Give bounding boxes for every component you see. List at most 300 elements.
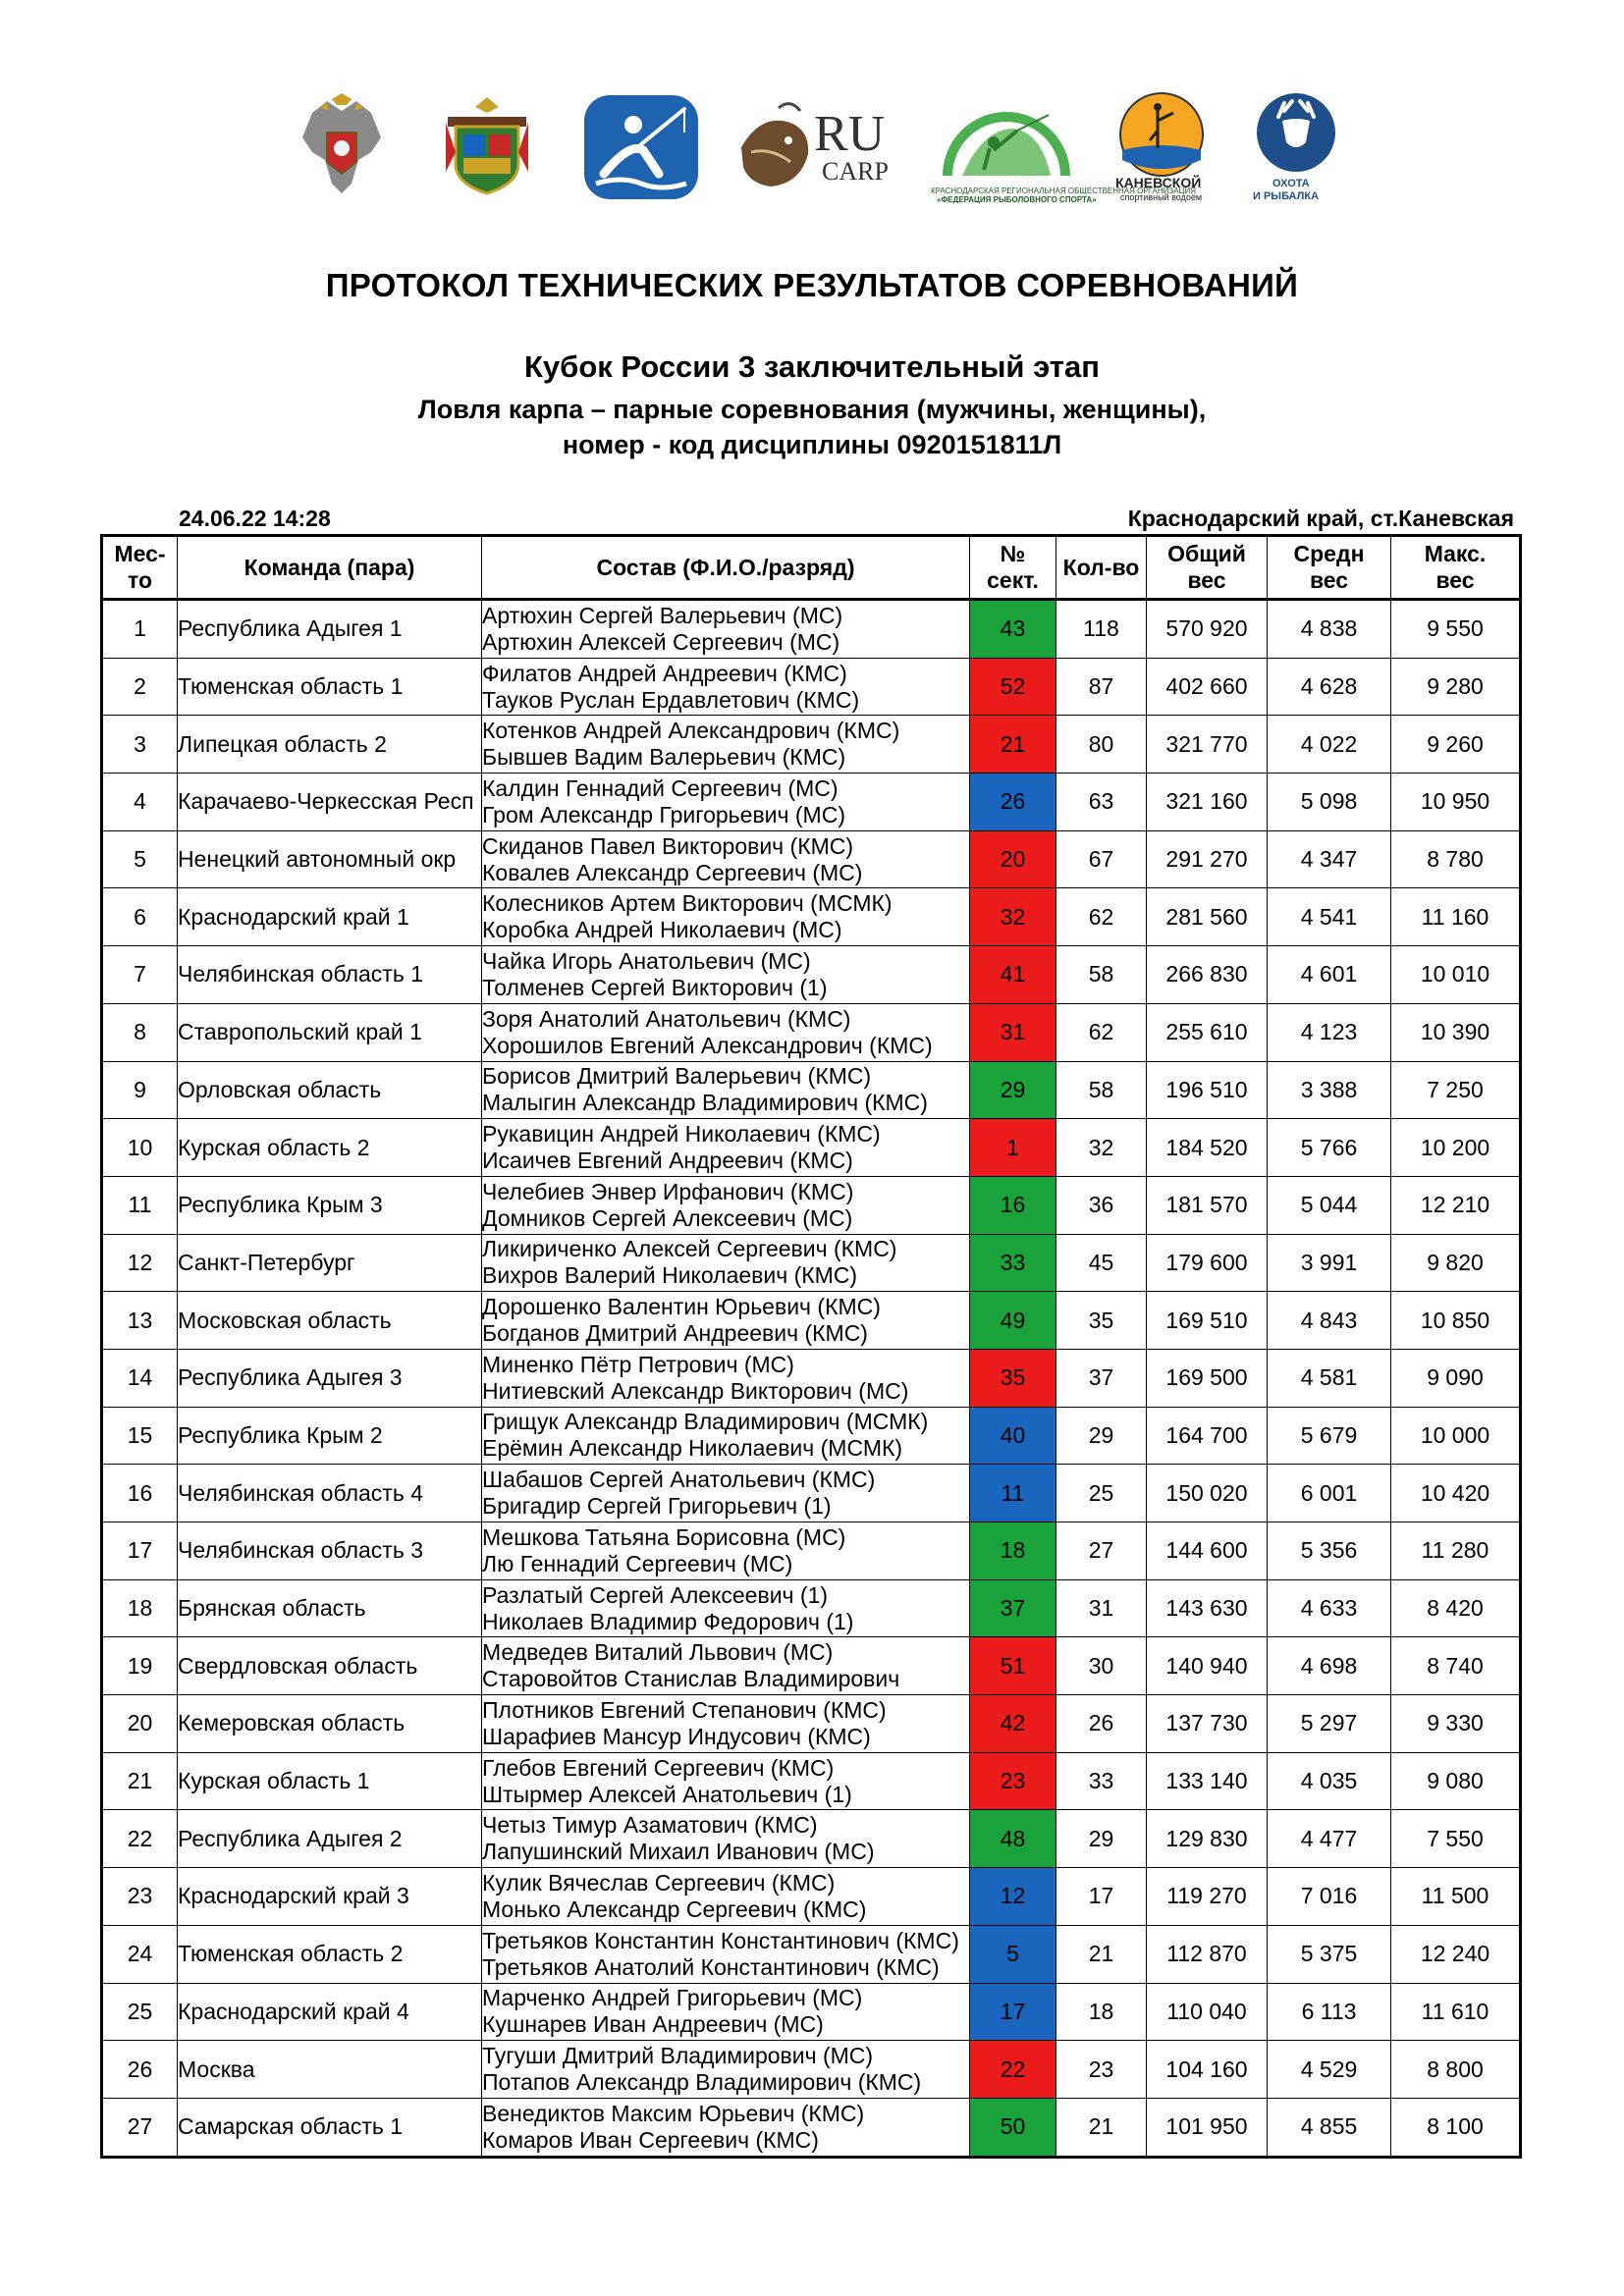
team-cell: Карачаево-Черкесская Респ <box>178 774 482 831</box>
team-cell: Брянская область <box>178 1579 482 1637</box>
place-cell: 13 <box>102 1292 178 1350</box>
total-weight-cell: 112 870 <box>1147 1925 1268 1983</box>
col-header-place: Мес- то <box>102 536 178 600</box>
max-weight-cell: 9 080 <box>1391 1752 1521 1810</box>
avg-weight-cell: 3 991 <box>1268 1234 1391 1292</box>
members-cell <box>482 658 970 716</box>
member-2: Комаров Иван Сергеевич (КМС) <box>482 2126 819 2153</box>
total-weight-cell: 281 560 <box>1147 888 1268 946</box>
discipline-description: Ловля карпа – парные соревнования (мужчины, женщины), <box>417 395 1207 424</box>
count-cell: 31 <box>1056 1579 1147 1637</box>
members-cell <box>482 1637 970 1695</box>
count-cell: 67 <box>1056 830 1147 888</box>
team-cell: Республика Крым 2 <box>178 1407 482 1465</box>
member-2: Вихров Валерий Николаевич (КМС) <box>482 1262 858 1289</box>
member-2: Гром Александр Григорьевич (МС) <box>482 801 845 828</box>
max-weight-cell: 10 390 <box>1391 1003 1521 1061</box>
member-2: Коробка Андрей Николаевич (МС) <box>482 917 842 943</box>
avg-weight-cell: 4 855 <box>1268 2098 1391 2157</box>
sector-cell: 41 <box>970 946 1056 1004</box>
count-cell: 62 <box>1056 1003 1147 1061</box>
avg-weight-cell: 5 766 <box>1268 1119 1391 1177</box>
sector-cell: 20 <box>970 830 1056 888</box>
sector-cell: 40 <box>970 1407 1056 1465</box>
max-weight-cell: 10 950 <box>1391 774 1521 831</box>
avg-weight-cell: 5 044 <box>1268 1176 1391 1234</box>
table-row <box>102 1003 1521 1061</box>
total-weight-cell: 291 270 <box>1147 830 1268 888</box>
avg-weight-cell: 6 001 <box>1268 1465 1391 1522</box>
member-2: Ерёмин Александр Николаевич (МСМК) <box>482 1435 903 1462</box>
team-cell: Республика Адыгея 2 <box>178 1810 482 1868</box>
team-cell: Курская область 2 <box>178 1119 482 1177</box>
members-cell <box>482 830 970 888</box>
russia-coat-of-arms-logo <box>295 88 388 206</box>
place-cell: 8 <box>102 1003 178 1061</box>
max-weight-cell: 9 820 <box>1391 1234 1521 1292</box>
count-cell: 37 <box>1056 1349 1147 1407</box>
team-cell: Московская область <box>178 1292 482 1350</box>
max-weight-cell: 8 100 <box>1391 2098 1521 2157</box>
max-weight-cell: 12 210 <box>1391 1176 1521 1234</box>
rucarp-logo <box>731 88 898 206</box>
col-header-team: Команда (пара) <box>178 536 482 600</box>
place-cell: 9 <box>102 1061 178 1119</box>
total-weight-cell: 402 660 <box>1147 658 1268 716</box>
place-cell: 3 <box>102 716 178 774</box>
sector-cell: 17 <box>970 1983 1056 2041</box>
table-row <box>102 774 1521 831</box>
place-cell: 17 <box>102 1522 178 1580</box>
total-weight-cell: 119 270 <box>1147 1868 1268 1926</box>
table-row <box>102 1522 1521 1580</box>
total-weight-cell: 104 160 <box>1147 2041 1268 2099</box>
place-cell: 21 <box>102 1752 178 1810</box>
member-1: Тугуши Дмитрий Владимирович (МС) <box>482 2043 874 2069</box>
table-row <box>102 1465 1521 1522</box>
total-weight-cell: 196 510 <box>1147 1061 1268 1119</box>
members-cell <box>482 1579 970 1637</box>
table-row <box>102 1349 1521 1407</box>
col-header-sector: № сект. <box>970 536 1056 600</box>
sector-cell: 22 <box>970 2041 1056 2099</box>
team-cell: Свердловская область <box>178 1637 482 1695</box>
members-cell <box>482 1983 970 2041</box>
team-cell: Республика Крым 3 <box>178 1176 482 1234</box>
table-row <box>102 2041 1521 2099</box>
total-weight-cell: 321 160 <box>1147 774 1268 831</box>
max-weight-cell: 9 260 <box>1391 716 1521 774</box>
members-cell <box>482 1695 970 1753</box>
member-2: Домников Сергей Алексеевич (МС) <box>482 1204 853 1231</box>
max-weight-cell: 11 500 <box>1391 1868 1521 1926</box>
count-cell: 87 <box>1056 658 1147 716</box>
place-cell: 27 <box>102 2098 178 2157</box>
count-cell: 32 <box>1056 1119 1147 1177</box>
member-2: Ковалев Александр Сергеевич (МС) <box>482 859 863 885</box>
count-cell: 29 <box>1056 1810 1147 1868</box>
table-row <box>102 658 1521 716</box>
sector-cell: 26 <box>970 774 1056 831</box>
members-cell <box>482 716 970 774</box>
table-row <box>102 1868 1521 1926</box>
results-body <box>102 600 1521 2158</box>
member-1: Котенков Андрей Александрович (КМС) <box>482 718 900 744</box>
member-1: Медведев Виталий Львович (МС) <box>482 1639 834 1666</box>
competition-name: Кубок России 3 заключительный этап <box>524 349 1100 384</box>
avg-weight-cell: 4 123 <box>1268 1003 1391 1061</box>
member-2: Штырмер Алексей Анатольевич (1) <box>482 1781 852 1807</box>
max-weight-cell: 8 420 <box>1391 1579 1521 1637</box>
sector-cell: 11 <box>970 1465 1056 1522</box>
member-1: Филатов Андрей Андреевич (КМС) <box>482 660 847 686</box>
avg-weight-cell: 3 388 <box>1268 1061 1391 1119</box>
col-header-count: Кол-во <box>1056 536 1147 600</box>
member-1: Четыз Тимур Азаматович (КМС) <box>482 1812 818 1839</box>
avg-weight-cell: 4 347 <box>1268 830 1391 888</box>
place-cell: 12 <box>102 1234 178 1292</box>
count-cell: 35 <box>1056 1292 1147 1350</box>
members-cell <box>482 1003 970 1061</box>
member-1: Дорошенко Валентин Юрьевич (КМС) <box>482 1294 881 1320</box>
max-weight-cell: 9 280 <box>1391 658 1521 716</box>
table-row <box>102 716 1521 774</box>
member-1: Зоря Анатолий Анатольевич (КМС) <box>482 1005 851 1032</box>
member-2: Бригадир Сергей Григорьевич (1) <box>482 1493 832 1520</box>
table-row <box>102 946 1521 1004</box>
place-cell: 16 <box>102 1465 178 1522</box>
avg-weight-cell: 4 628 <box>1268 658 1391 716</box>
members-cell <box>482 946 970 1004</box>
max-weight-cell: 9 550 <box>1391 600 1521 659</box>
total-weight-cell: 143 630 <box>1147 1579 1268 1637</box>
member-1: Чайка Игорь Анатольевич (МС) <box>482 947 811 974</box>
max-weight-cell: 8 800 <box>1391 2041 1521 2099</box>
federation-arc-text: КРАСНОДАРСКАЯ РЕГИОНАЛЬНАЯ ОБЩЕСТВЕННАЯ ОРГАНИЗАЦИЯ <box>931 186 1196 195</box>
avg-weight-cell: 4 601 <box>1268 946 1391 1004</box>
total-weight-cell: 144 600 <box>1147 1522 1268 1580</box>
total-weight-cell: 570 920 <box>1147 600 1268 659</box>
count-cell: 21 <box>1056 1925 1147 1983</box>
rucarp-ru-text: RU <box>814 106 886 162</box>
member-2: Бывшев Вадим Валерьевич (КМС) <box>482 744 846 771</box>
table-row <box>102 1925 1521 1983</box>
team-cell: Орловская область <box>178 1061 482 1119</box>
count-cell: 62 <box>1056 888 1147 946</box>
max-weight-cell: 10 850 <box>1391 1292 1521 1350</box>
members-cell <box>482 1061 970 1119</box>
table-row <box>102 1579 1521 1637</box>
team-cell: Краснодарский край 1 <box>178 888 482 946</box>
count-cell: 36 <box>1056 1176 1147 1234</box>
place-cell: 19 <box>102 1637 178 1695</box>
team-cell: Республика Адыгея 1 <box>178 600 482 659</box>
members-cell <box>482 1407 970 1465</box>
member-1: Грищук Александр Владимирович (МСМК) <box>482 1409 929 1435</box>
table-row <box>102 1637 1521 1695</box>
members-cell <box>482 774 970 831</box>
members-cell <box>482 1292 970 1350</box>
place-cell: 14 <box>102 1349 178 1407</box>
sector-cell: 43 <box>970 600 1056 659</box>
member-2: Шарафиев Мансур Индусович (КМС) <box>482 1723 871 1749</box>
member-1: Рукавицин Андрей Николаевич (КМС) <box>482 1121 881 1148</box>
fishing-sport-logo <box>579 88 702 206</box>
member-1: Ликириченко Алексей Сергеевич (КМС) <box>482 1236 897 1262</box>
member-2: Малыгин Александр Владимирович (КМС) <box>482 1090 928 1116</box>
count-cell: 45 <box>1056 1234 1147 1292</box>
members-cell <box>482 1119 970 1177</box>
members-cell <box>482 2098 970 2157</box>
member-1: Марченко Андрей Григорьевич (МС) <box>482 1985 863 2011</box>
member-2: Потапов Александр Владимирович (КМС) <box>482 2069 922 2096</box>
team-cell: Курская область 1 <box>178 1752 482 1810</box>
sector-cell: 48 <box>970 1810 1056 1868</box>
member-1: Третьяков Константин Константинович (КМС) <box>482 1927 959 1953</box>
team-cell: Челябинская область 1 <box>178 946 482 1004</box>
member-1: Артюхин Сергей Валерьевич (МС) <box>482 602 843 628</box>
place-cell: 1 <box>102 600 178 659</box>
max-weight-cell: 10 200 <box>1391 1119 1521 1177</box>
place-cell: 24 <box>102 1925 178 1983</box>
member-1: Плотников Евгений Степанович (КМС) <box>482 1696 887 1723</box>
total-weight-cell: 169 500 <box>1147 1349 1268 1407</box>
table-row <box>102 600 1521 659</box>
place-cell: 7 <box>102 946 178 1004</box>
sector-cell: 37 <box>970 1579 1056 1637</box>
place-cell: 15 <box>102 1407 178 1465</box>
members-cell <box>482 1810 970 1868</box>
members-cell <box>482 2041 970 2099</box>
member-2: Николаев Владимир Федорович (1) <box>482 1608 854 1634</box>
total-weight-cell: 133 140 <box>1147 1752 1268 1810</box>
document-title: ПРОТОКОЛ ТЕХНИЧЕСКИХ РЕЗУЛЬТАТОВ СОРЕВНОВАНИЙ <box>325 267 1299 303</box>
avg-weight-cell: 4 541 <box>1268 888 1391 946</box>
col-header-max-weight: Макс. вес <box>1391 536 1521 600</box>
max-weight-cell: 7 550 <box>1391 1810 1521 1868</box>
hunt-line2-text: И РЫБАЛКА <box>1252 189 1319 202</box>
max-weight-cell: 12 240 <box>1391 1925 1521 1983</box>
max-weight-cell: 10 420 <box>1391 1465 1521 1522</box>
max-weight-cell: 10 000 <box>1391 1407 1521 1465</box>
member-1: Скиданов Павел Викторович (КМС) <box>482 832 854 859</box>
sector-cell: 31 <box>970 1003 1056 1061</box>
sector-cell: 12 <box>970 1868 1056 1926</box>
member-1: Глебов Евгений Сергеевич (КМС) <box>482 1754 835 1781</box>
place-cell: 6 <box>102 888 178 946</box>
members-cell <box>482 1176 970 1234</box>
team-cell: Кемеровская область <box>178 1695 482 1753</box>
avg-weight-cell: 6 113 <box>1268 1983 1391 2041</box>
sector-cell: 32 <box>970 888 1056 946</box>
sector-cell: 33 <box>970 1234 1056 1292</box>
count-cell: 63 <box>1056 774 1147 831</box>
member-1: Челебиев Энвер Ирфанович (КМС) <box>482 1178 854 1204</box>
total-weight-cell: 266 830 <box>1147 946 1268 1004</box>
total-weight-cell: 164 700 <box>1147 1407 1268 1465</box>
member-1: Шабашов Сергей Анатольевич (КМС) <box>482 1467 876 1493</box>
members-cell <box>482 1349 970 1407</box>
results-table <box>100 534 1522 2159</box>
member-2: Толменев Сергей Викторович (1) <box>482 974 828 1000</box>
table-row <box>102 2098 1521 2157</box>
sector-cell: 52 <box>970 658 1056 716</box>
member-1: Колесников Артем Викторович (МСМК) <box>482 890 893 917</box>
count-cell: 26 <box>1056 1695 1147 1753</box>
table-row <box>102 1810 1521 1868</box>
members-cell <box>482 1752 970 1810</box>
avg-weight-cell: 5 356 <box>1268 1522 1391 1580</box>
sector-cell: 18 <box>970 1522 1056 1580</box>
place-cell: 25 <box>102 1983 178 2041</box>
table-row <box>102 830 1521 888</box>
count-cell: 58 <box>1056 946 1147 1004</box>
member-2: Старовойтов Станислав Владимирович <box>482 1666 900 1692</box>
col-header-avg-weight: Средн вес <box>1268 536 1391 600</box>
avg-weight-cell: 4 022 <box>1268 716 1391 774</box>
count-cell: 18 <box>1056 1983 1147 2041</box>
total-weight-cell: 110 040 <box>1147 1983 1268 2041</box>
sector-cell: 35 <box>970 1349 1056 1407</box>
total-weight-cell: 321 770 <box>1147 716 1268 774</box>
sector-cell: 42 <box>970 1695 1056 1753</box>
total-weight-cell: 169 510 <box>1147 1292 1268 1350</box>
member-2: Хорошилов Евгений Александрович (КМС) <box>482 1032 933 1058</box>
max-weight-cell: 9 090 <box>1391 1349 1521 1407</box>
max-weight-cell: 8 780 <box>1391 830 1521 888</box>
member-1: Борисов Дмитрий Валерьевич (КМС) <box>482 1063 872 1090</box>
avg-weight-cell: 5 098 <box>1268 774 1391 831</box>
avg-weight-cell: 7 016 <box>1268 1868 1391 1926</box>
avg-weight-cell: 5 679 <box>1268 1407 1391 1465</box>
sector-cell: 29 <box>970 1061 1056 1119</box>
members-cell <box>482 888 970 946</box>
member-2: Нитиевский Александр Викторович (МС) <box>482 1377 909 1404</box>
count-cell: 30 <box>1056 1637 1147 1695</box>
table-row <box>102 1234 1521 1292</box>
sector-cell: 21 <box>970 716 1056 774</box>
member-1: Мешкова Татьяна Борисовна (МС) <box>482 1523 846 1550</box>
place-cell: 4 <box>102 774 178 831</box>
total-weight-cell: 150 020 <box>1147 1465 1268 1522</box>
col-header-total-weight: Общий вес <box>1147 536 1268 600</box>
avg-weight-cell: 4 581 <box>1268 1349 1391 1407</box>
table-row <box>102 1695 1521 1753</box>
place-cell: 10 <box>102 1119 178 1177</box>
protocol-date: 24.06.22 14:28 <box>179 506 331 531</box>
sector-cell: 23 <box>970 1752 1056 1810</box>
avg-weight-cell: 5 297 <box>1268 1695 1391 1753</box>
sector-cell: 50 <box>970 2098 1056 2157</box>
avg-weight-cell: 5 375 <box>1268 1925 1391 1983</box>
team-cell: Ставропольский край 1 <box>178 1003 482 1061</box>
member-2: Артюхин Алексей Сергеевич (МС) <box>482 628 840 655</box>
place-cell: 11 <box>102 1176 178 1234</box>
logos-row <box>295 88 1355 216</box>
member-1: Миненко Пётр Петрович (МС) <box>482 1351 794 1377</box>
count-cell: 25 <box>1056 1465 1147 1522</box>
hunt-line1-text: ОХОТА <box>1272 177 1310 189</box>
max-weight-cell: 11 610 <box>1391 1983 1521 2041</box>
table-header-row <box>102 536 1521 600</box>
place-cell: 5 <box>102 830 178 888</box>
member-2: Исаичев Евгений Андреевич (КМС) <box>482 1148 853 1174</box>
place-cell: 22 <box>102 1810 178 1868</box>
team-cell: Санкт-Петербург <box>178 1234 482 1292</box>
team-cell: Ненецкий автономный окр <box>178 830 482 888</box>
sector-cell: 1 <box>970 1119 1056 1177</box>
max-weight-cell: 9 330 <box>1391 1695 1521 1753</box>
team-cell: Краснодарский край 4 <box>178 1983 482 2041</box>
member-2: Тауков Руслан Ердавлетович (КМС) <box>482 686 860 713</box>
table-row <box>102 888 1521 946</box>
sector-cell: 51 <box>970 1637 1056 1695</box>
team-cell: Челябинская область 4 <box>178 1465 482 1522</box>
discipline-code: номер - код дисциплины 0920151811Л <box>562 430 1062 459</box>
sector-cell: 49 <box>970 1292 1056 1350</box>
avg-weight-cell: 4 838 <box>1268 600 1391 659</box>
members-cell <box>482 1465 970 1522</box>
total-weight-cell: 181 570 <box>1147 1176 1268 1234</box>
place-cell: 18 <box>102 1579 178 1637</box>
place-cell: 20 <box>102 1695 178 1753</box>
total-weight-cell: 129 830 <box>1147 1810 1268 1868</box>
count-cell: 23 <box>1056 2041 1147 2099</box>
members-cell <box>482 1234 970 1292</box>
avg-weight-cell: 4 843 <box>1268 1292 1391 1350</box>
count-cell: 27 <box>1056 1522 1147 1580</box>
kanevskoy-name-text: КАНЕВСКОЙ <box>1114 174 1201 190</box>
krasnodar-coat-of-arms-logo <box>440 88 533 206</box>
member-2: Кушнарев Иван Андреевич (МС) <box>482 2011 824 2038</box>
count-cell: 21 <box>1056 2098 1147 2157</box>
total-weight-cell: 101 950 <box>1147 2098 1268 2157</box>
member-1: Кулик Вячеслав Сергеевич (КМС) <box>482 1869 836 1896</box>
total-weight-cell: 184 520 <box>1147 1119 1268 1177</box>
team-cell: Липецкая область 2 <box>178 716 482 774</box>
count-cell: 17 <box>1056 1868 1147 1926</box>
table-row <box>102 1061 1521 1119</box>
table-row <box>102 1292 1521 1350</box>
team-cell: Самарская область 1 <box>178 2098 482 2157</box>
avg-weight-cell: 4 477 <box>1268 1810 1391 1868</box>
place-cell: 23 <box>102 1868 178 1926</box>
col-header-members: Состав (Ф.И.О./разряд) <box>482 536 970 600</box>
place-cell: 2 <box>102 658 178 716</box>
member-2: Богданов Дмитрий Андреевич (КМС) <box>482 1320 868 1347</box>
total-weight-cell: 179 600 <box>1147 1234 1268 1292</box>
team-cell: Тюменская область 1 <box>178 658 482 716</box>
table-row <box>102 1119 1521 1177</box>
member-1: Калдин Геннадий Сергеевич (МС) <box>482 774 839 801</box>
count-cell: 33 <box>1056 1752 1147 1810</box>
max-weight-cell: 8 740 <box>1391 1637 1521 1695</box>
max-weight-cell: 11 160 <box>1391 888 1521 946</box>
avg-weight-cell: 4 633 <box>1268 1579 1391 1637</box>
max-weight-cell: 10 010 <box>1391 946 1521 1004</box>
kanevskoy-logo <box>1114 88 1208 206</box>
team-cell: Челябинская область 3 <box>178 1522 482 1580</box>
sector-cell: 16 <box>970 1176 1056 1234</box>
rucarp-carp-text: CARP <box>822 157 889 186</box>
table-row <box>102 1176 1521 1234</box>
team-cell: Тюменская область 2 <box>178 1925 482 1983</box>
table-row <box>102 1983 1521 2041</box>
place-cell: 26 <box>102 2041 178 2099</box>
team-cell: Москва <box>178 2041 482 2099</box>
sector-cell: 5 <box>970 1925 1056 1983</box>
count-cell: 80 <box>1056 716 1147 774</box>
